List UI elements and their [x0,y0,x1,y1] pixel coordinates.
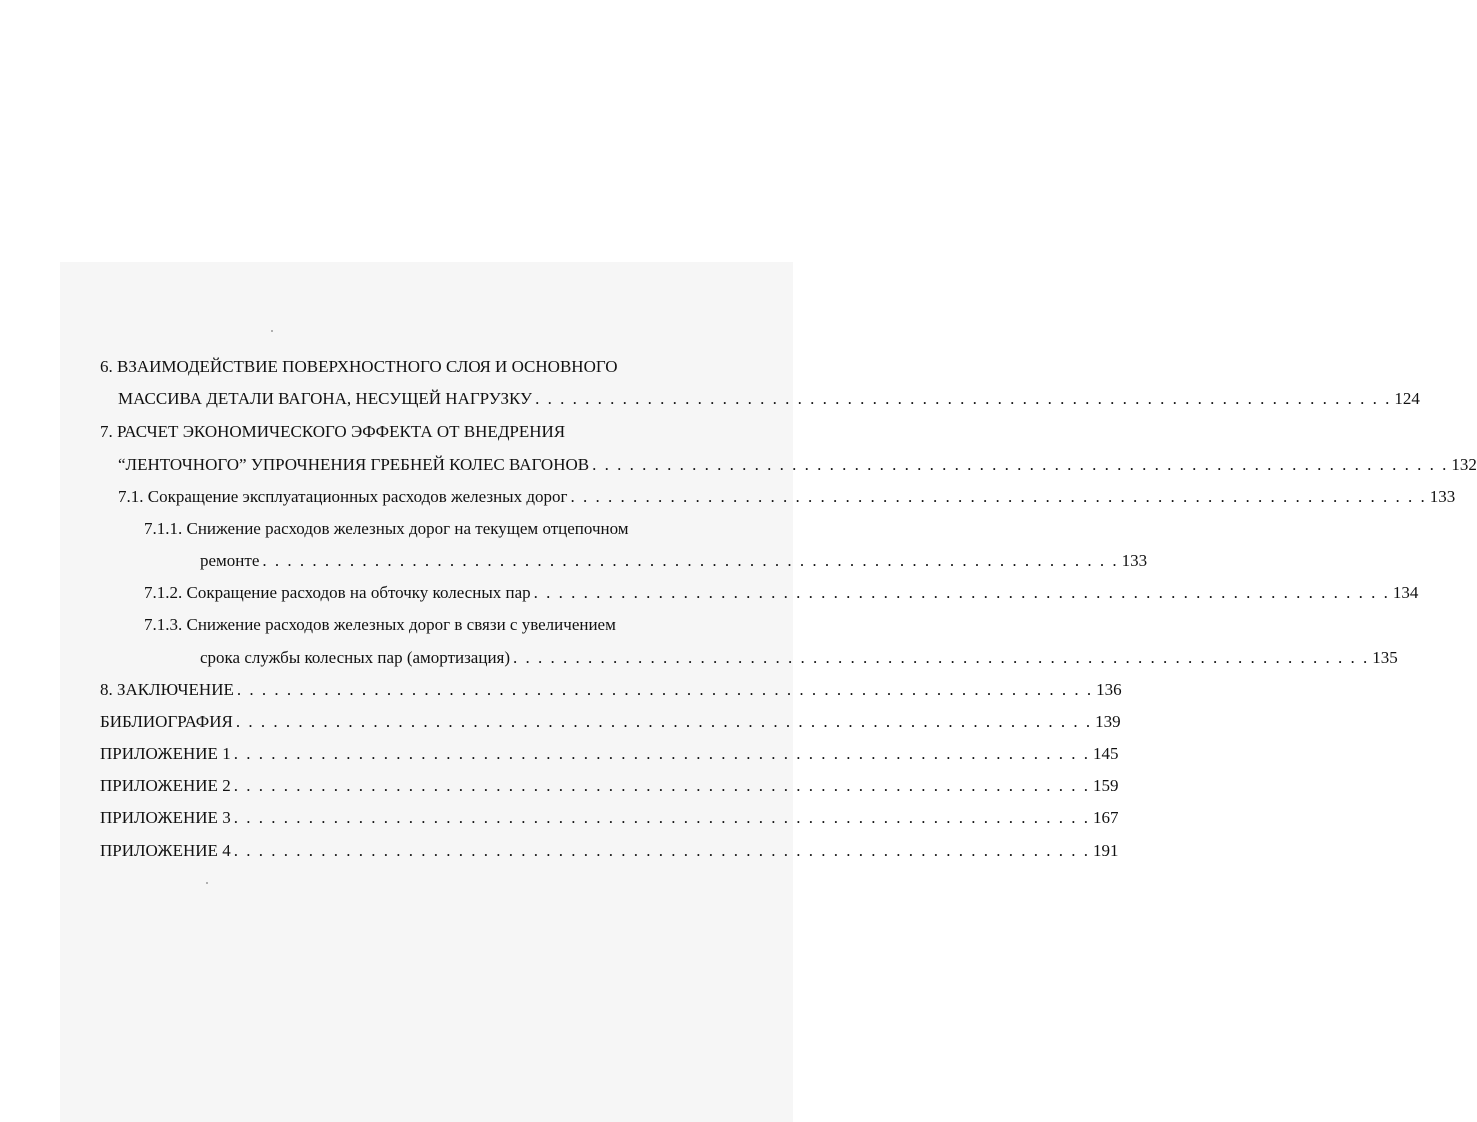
leader-dots: . . . . . . . . . . . . . . . . . . . . . . . . . . . . . . . . . . . . . . . . . . . . . . . . . . . . . . . . . . . . . . . . . . . . . [262,551,1119,570]
toc-entry-8-page: 136 [1096,680,1122,699]
toc-entry-7-1-2-page: 134 [1392,583,1419,602]
toc-entry-7-1-title: 7.1. Сокращение эксплуатационных расходов железных дорог [118,487,568,506]
leader-dots: . . . . . . . . . . . . . . . . . . . . . . . . . . . . . . . . . . . . . . . . . . . . . . . . . . . . . . . . . . . . . . . . . . . . . [233,744,1090,763]
leader-dots: . . . . . . . . . . . . . . . . . . . . . . . . . . . . . . . . . . . . . . . . . . . . . . . . . . . . . . . . . . . . . . . . . . . . . [533,583,1390,602]
toc-entry-7-1-page: 133 [1429,487,1456,506]
toc-entry-appendix-4-title: ПРИЛОЖЕНИЕ 4 [100,841,231,860]
toc-entry-7-1-3[interactable] [200,648,1398,668]
toc-entry-7-1-3-line1: 7.1.3. Снижение расходов железных дорог в связи с увеличением [144,615,616,634]
toc-entry-appendix-1-title: ПРИЛОЖЕНИЕ 1 [100,744,231,763]
toc-entry-appendix-3[interactable] [100,808,1119,828]
leader-dots: . . . . . . . . . . . . . . . . . . . . . . . . . . . . . . . . . . . . . . . . . . . . . . . . . . . . . . . . . . . . . . . . . . . . . [570,487,1427,506]
toc-entry-8-title: 8. ЗАКЛЮЧЕНИЕ [100,680,234,699]
toc-entry-appendix-1-page: 145 [1092,744,1119,763]
toc-entry-7-1[interactable] [118,487,1456,507]
toc-entry-appendix-2-page: 159 [1092,776,1119,795]
leader-dots: . . . . . . . . . . . . . . . . . . . . . . . . . . . . . . . . . . . . . . . . . . . . . . . . . . . . . . . . . . . . . . . . . . . . . [513,648,1370,667]
toc-entry-appendix-4-page: 191 [1092,841,1119,860]
leader-dots: . . . . . . . . . . . . . . . . . . . . . . . . . . . . . . . . . . . . . . . . . . . . . . . . . . . . . . . . . . . . . . . . . . . . . [233,841,1090,860]
leader-dots: . . . . . . . . . . . . . . . . . . . . . . . . . . . . . . . . . . . . . . . . . . . . . . . . . . . . . . . . . . . . . . . . . . . . . [535,389,1392,408]
toc-entry-7-1-1-page: 133 [1121,551,1148,570]
toc-entry-bibliography-title: БИБЛИОГРАФИЯ [100,712,233,731]
toc-entry-8[interactable] [100,680,1122,700]
toc-entry-appendix-3-page: 167 [1092,808,1119,827]
toc-entry-6[interactable] [118,389,1420,409]
toc-entry-7-1-1-line1: 7.1.1. Снижение расходов железных дорог на текущем отцепочном [144,519,629,538]
leader-dots: . . . . . . . . . . . . . . . . . . . . . . . . . . . . . . . . . . . . . . . . . . . . . . . . . . . . . . . . . . . . . . . . . . . . . [233,808,1090,827]
toc-entry-7-1-1-line2: ремонте [200,551,260,570]
toc-entry-appendix-4[interactable] [100,841,1119,861]
toc-entry-bibliography[interactable] [100,712,1121,732]
leader-dots: . . . . . . . . . . . . . . . . . . . . . . . . . . . . . . . . . . . . . . . . . . . . . . . . . . . . . . . . . . . . . . . . . . . . . [235,712,1093,731]
toc-entry-appendix-2[interactable] [100,776,1119,796]
toc-entry-7-line2: “ЛЕНТОЧНОГО” УПРОЧНЕНИЯ ГРЕБНЕЙ КОЛЕС ВАГОНОВ [118,455,590,474]
toc-entry-appendix-3-title: ПРИЛОЖЕНИЕ 3 [100,808,231,827]
toc-entry-7-1-3-line2: срока службы колесных пар (амортизация) [200,648,511,667]
toc-entry-bibliography-page: 139 [1095,712,1121,731]
toc-entry-7-page: 132 [1451,455,1477,474]
toc-entry-6-line1: 6. ВЗАИМОДЕЙСТВИЕ ПОВЕРХНОСТНОГО СЛОЯ И ОСНОВНОГО [100,357,618,376]
toc-entry-7[interactable] [118,455,1477,475]
toc-entry-7-1-3-page: 135 [1372,648,1398,667]
toc-entry-appendix-2-title: ПРИЛОЖЕНИЕ 2 [100,776,231,795]
toc-entry-7-1-1[interactable] [200,551,1148,571]
toc-entry-appendix-1[interactable] [100,744,1119,764]
leader-dots: . . . . . . . . . . . . . . . . . . . . . . . . . . . . . . . . . . . . . . . . . . . . . . . . . . . . . . . . . . . . . . . . . . . . . [236,680,1094,699]
toc-entry-7-line1: 7. РАСЧЕТ ЭКОНОМИЧЕСКОГО ЭФФЕКТА ОТ ВНЕДРЕНИЯ [100,422,566,441]
toc-entry-6-page: 124 [1394,389,1420,408]
toc-entry-7-1-2[interactable] [144,583,1419,603]
toc-entry-7-1-2-title: 7.1.2. Сокращение расходов на обточку колесных пар [144,583,531,602]
toc-entry-6-line2: МАССИВА ДЕТАЛИ ВАГОНА, НЕСУЩЕЙ НАГРУЗКУ [118,389,533,408]
leader-dots: . . . . . . . . . . . . . . . . . . . . . . . . . . . . . . . . . . . . . . . . . . . . . . . . . . . . . . . . . . . . . . . . . . . . . [592,455,1449,474]
leader-dots: . . . . . . . . . . . . . . . . . . . . . . . . . . . . . . . . . . . . . . . . . . . . . . . . . . . . . . . . . . . . . . . . . . . . . [233,776,1090,795]
